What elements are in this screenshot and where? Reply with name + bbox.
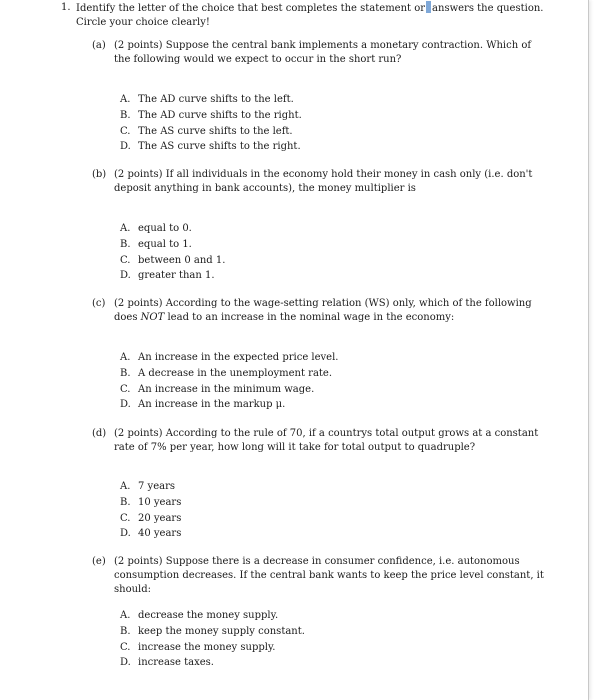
options-a xyxy=(120,92,520,155)
option-text: An increase in the minimum wage. xyxy=(138,383,315,395)
part-label: (a) xyxy=(92,40,106,51)
part-label: (b) xyxy=(92,169,107,180)
option[interactable] xyxy=(120,350,520,366)
option[interactable] xyxy=(120,366,520,382)
part-prompt-start: (2 points) According to the wage-setting relation (WS) only, which of the following does xyxy=(114,298,532,323)
option-letter: C. xyxy=(120,512,131,524)
part-prompt: (2 points) Suppose there is a decrease in consumer confidence, i.e. autonomous consumption decreases. If the central bank wants to keep the price level constant, it should: xyxy=(114,556,544,595)
question-1 xyxy=(61,1,556,30)
option[interactable] xyxy=(120,495,520,511)
option[interactable] xyxy=(120,655,520,671)
part-c xyxy=(94,297,546,325)
part-prompt xyxy=(114,297,546,325)
option-text: 10 years xyxy=(138,496,182,508)
option[interactable] xyxy=(120,608,520,624)
option-letter: D. xyxy=(120,657,131,669)
part-label: (c) xyxy=(92,298,106,309)
option-letter: A. xyxy=(120,610,131,621)
option-letter: D. xyxy=(120,270,131,282)
option-text: equal to 1. xyxy=(138,238,192,250)
option[interactable] xyxy=(120,640,520,656)
option-text: increase taxes. xyxy=(138,657,214,669)
option-letter: D. xyxy=(120,528,131,540)
question-text-end: answers the question. Circle your choice clearly! xyxy=(76,3,544,28)
option[interactable] xyxy=(120,221,520,237)
option-text: The AS curve shifts to the right. xyxy=(138,141,301,153)
part-d xyxy=(94,427,546,455)
option-text: The AD curve shifts to the left. xyxy=(138,94,294,105)
option-text: 40 years xyxy=(138,528,182,540)
option-letter: C. xyxy=(120,254,131,266)
option[interactable] xyxy=(120,382,520,398)
option-text: The AD curve shifts to the right. xyxy=(138,109,302,121)
option[interactable] xyxy=(120,108,520,124)
option[interactable] xyxy=(120,253,520,269)
option-letter: C. xyxy=(120,383,131,395)
option-letter: B. xyxy=(120,367,131,379)
question-text-start: Identify the letter of the choice that best completes the statement or xyxy=(76,3,426,14)
part-b xyxy=(94,168,546,196)
part-label: (d) xyxy=(92,428,107,439)
option-text: The AS curve shifts to the left. xyxy=(138,125,293,137)
option-text: equal to 0. xyxy=(138,223,192,234)
text-cursor-icon xyxy=(426,1,431,13)
option-letter: D. xyxy=(120,141,131,153)
option-letter: C. xyxy=(120,125,131,137)
option-text: A decrease in the unemployment rate. xyxy=(138,367,333,379)
option[interactable] xyxy=(120,124,520,140)
option-text: keep the money supply constant. xyxy=(138,625,305,637)
part-a xyxy=(94,39,546,67)
option-letter: B. xyxy=(120,496,131,508)
part-prompt-emphasis: NOT xyxy=(140,312,165,323)
option-text: increase the money supply. xyxy=(138,641,276,653)
option[interactable] xyxy=(120,92,520,108)
option[interactable] xyxy=(120,479,520,495)
option-letter: A. xyxy=(120,352,131,363)
option[interactable] xyxy=(120,511,520,527)
option[interactable] xyxy=(120,624,520,640)
part-prompt-end: lead to an increase in the nominal wage in the economy: xyxy=(167,312,455,323)
option[interactable] xyxy=(120,237,520,253)
options-d xyxy=(120,479,520,542)
options-c xyxy=(120,350,520,413)
part-prompt: (2 points) Suppose the central bank implements a monetary contraction. Which of the following would we expect to occur in the short run? xyxy=(114,40,532,65)
option[interactable] xyxy=(120,526,520,542)
option-letter: D. xyxy=(120,399,131,411)
option-text: An increase in the expected price level. xyxy=(138,352,339,363)
options-e xyxy=(120,608,520,671)
option-text: between 0 and 1. xyxy=(138,254,226,266)
option-letter: C. xyxy=(120,641,131,653)
part-prompt: (2 points) According to the rule of 70, if a countrys total output grows at a constant rate of 7% per year, how long will it take for total output to quadruple? xyxy=(114,428,539,453)
option-letter: B. xyxy=(120,625,131,637)
part-e xyxy=(94,555,546,597)
option-letter: A. xyxy=(120,481,131,492)
option-text: 7 years xyxy=(138,481,175,492)
part-label: (e) xyxy=(92,556,106,567)
option[interactable] xyxy=(120,139,520,155)
options-b xyxy=(120,221,520,284)
option-text: 20 years xyxy=(138,512,182,524)
option[interactable] xyxy=(120,268,520,284)
option-text: greater than 1. xyxy=(138,270,215,282)
option-letter: B. xyxy=(120,109,131,121)
option-letter: B. xyxy=(120,238,131,250)
part-prompt: (2 points) If all individuals in the economy hold their money in cash only (i.e. don't deposit anything in bank accounts), the money multiplier is xyxy=(114,169,533,194)
option-text: An increase in the markup μ. xyxy=(138,399,286,411)
option-letter: A. xyxy=(120,223,131,234)
option-letter: A. xyxy=(120,94,131,105)
option[interactable] xyxy=(120,397,520,413)
question-number: 1. xyxy=(61,2,71,13)
option-text: decrease the money supply. xyxy=(138,610,279,621)
